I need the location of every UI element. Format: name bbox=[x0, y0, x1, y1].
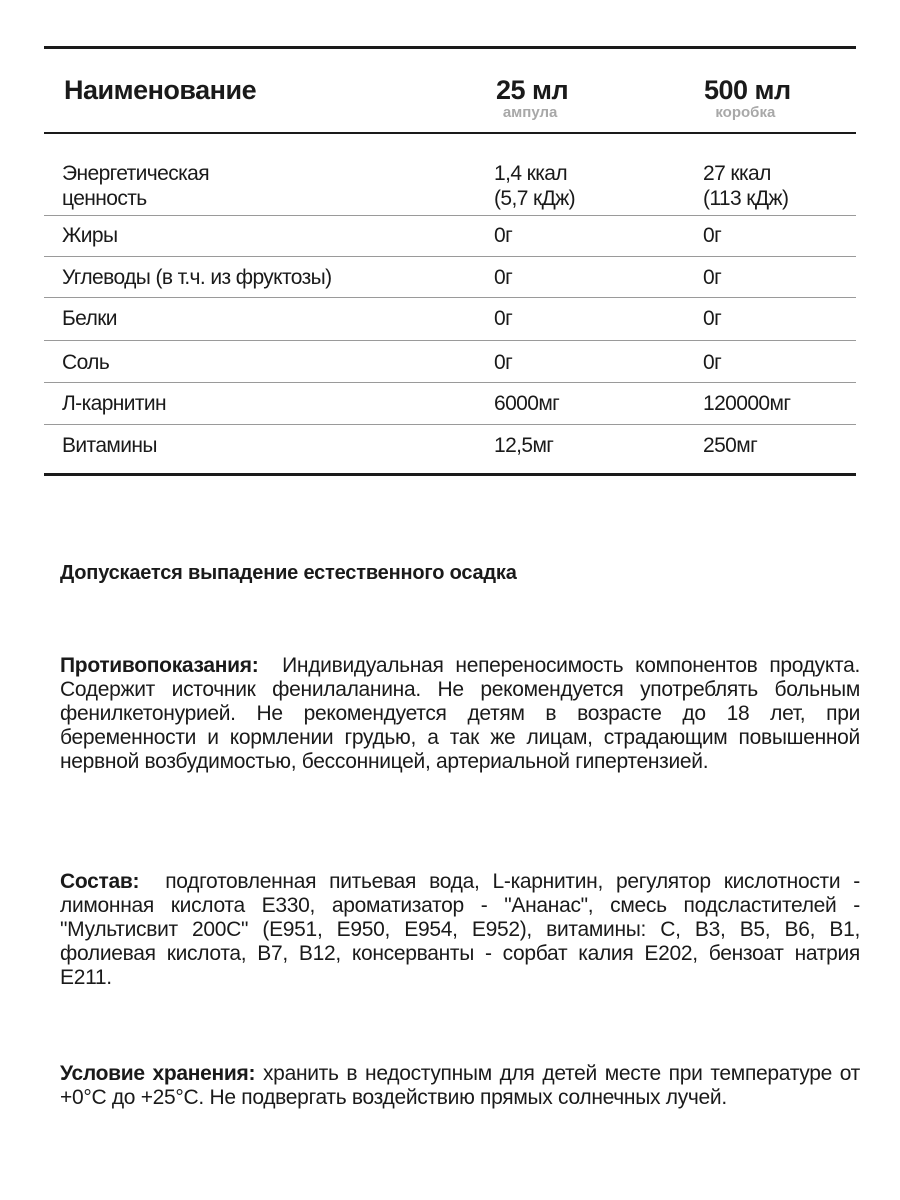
row-value-box: 0г bbox=[703, 224, 722, 247]
storage-label: Условие хранения: bbox=[60, 1062, 256, 1085]
contraindications-text: Индивидуальная непереносимость компонентов продукта. Содержит источник фенилаланина. Не рекомендуется употреблять больным фенилкетонурией. Не рекомендуется детям в возрасте до 18 лет, при беременности и кормлении грудью, а так же лицам, страдающим повышенной нервной возбудимостью, бессонницей, артериальной гипертензией. bbox=[60, 654, 860, 773]
row-name: Соль bbox=[62, 351, 110, 374]
table-row bbox=[44, 257, 856, 297]
header-col2-volume: 500 мл bbox=[704, 75, 791, 105]
table-row bbox=[44, 298, 856, 340]
row-value-box bbox=[703, 161, 788, 211]
table-row bbox=[44, 425, 856, 473]
row-name-line: ценность bbox=[62, 187, 147, 210]
header-col1-pack: ампула bbox=[502, 104, 558, 121]
row-name: Л-карнитин bbox=[62, 392, 167, 415]
table-row bbox=[44, 216, 856, 256]
row-name: Белки bbox=[62, 307, 117, 330]
row-value-ampoule: 6000мг bbox=[494, 392, 560, 415]
contraindications-label: Противопоказания: bbox=[60, 654, 259, 677]
table-row bbox=[44, 134, 856, 215]
table-row bbox=[44, 341, 856, 382]
row-name bbox=[62, 161, 209, 211]
header-col-box bbox=[704, 75, 791, 120]
table-bottom-rule bbox=[44, 473, 856, 476]
row-value-line: (113 кДж) bbox=[703, 187, 789, 210]
row-value-line: 27 ккал bbox=[703, 162, 771, 185]
composition-text: подготовленная питьевая вода, L-карнитин, регулятор кислотности - лимонная кислота Е330, ароматизатор - "Ананас", смесь подсластителей - "Мультисвит 200С" (Е951, Е950, Е954, Е952), витамины: С, В3, В5, В6, В1, фолиевая кислота, В7, В12, консерванты - сорбат калия Е202, бензоат натрия Е211. bbox=[60, 870, 860, 989]
row-value-line: (5,7 кДж) bbox=[494, 187, 576, 210]
storage-paragraph bbox=[60, 1062, 860, 1110]
header-col-ampoule bbox=[496, 75, 568, 120]
table-header bbox=[44, 49, 856, 132]
row-value-ampoule: 12,5мг bbox=[494, 434, 554, 457]
row-name: Жиры bbox=[62, 224, 118, 247]
row-name: Углеводы (в т.ч. из фруктозы) bbox=[62, 266, 332, 289]
row-value-ampoule: 0г bbox=[494, 224, 513, 247]
nutrition-table bbox=[44, 46, 856, 476]
contraindications-paragraph bbox=[60, 654, 860, 774]
header-col2-pack: коробка bbox=[715, 104, 776, 121]
row-value-ampoule: 0г bbox=[494, 351, 513, 374]
row-value-box: 120000мг bbox=[703, 392, 791, 415]
row-value-ampoule bbox=[494, 161, 575, 211]
row-value-ampoule: 0г bbox=[494, 266, 513, 289]
row-value-box: 0г bbox=[703, 266, 722, 289]
row-value-box: 0г bbox=[703, 307, 722, 330]
row-name: Витамины bbox=[62, 434, 157, 457]
row-value-box: 0г bbox=[703, 351, 722, 374]
storage-text: хранить в недоступным для детей месте при температуре от +0°С до +25°С. Не подвергать воздействию прямых солнечных лучей. bbox=[60, 1062, 860, 1109]
row-value-ampoule: 0г bbox=[494, 307, 513, 330]
sediment-note: Допускается выпадение естественного осадка bbox=[60, 562, 517, 584]
row-value-box: 250мг bbox=[703, 434, 758, 457]
composition-paragraph bbox=[60, 870, 860, 990]
row-name-line: Энергетическая bbox=[62, 162, 209, 185]
header-name: Наименование bbox=[64, 75, 257, 105]
table-row bbox=[44, 383, 856, 424]
header-col1-volume: 25 мл bbox=[496, 75, 569, 105]
composition-label: Состав: bbox=[60, 870, 140, 893]
row-value-line: 1,4 ккал bbox=[494, 162, 567, 185]
